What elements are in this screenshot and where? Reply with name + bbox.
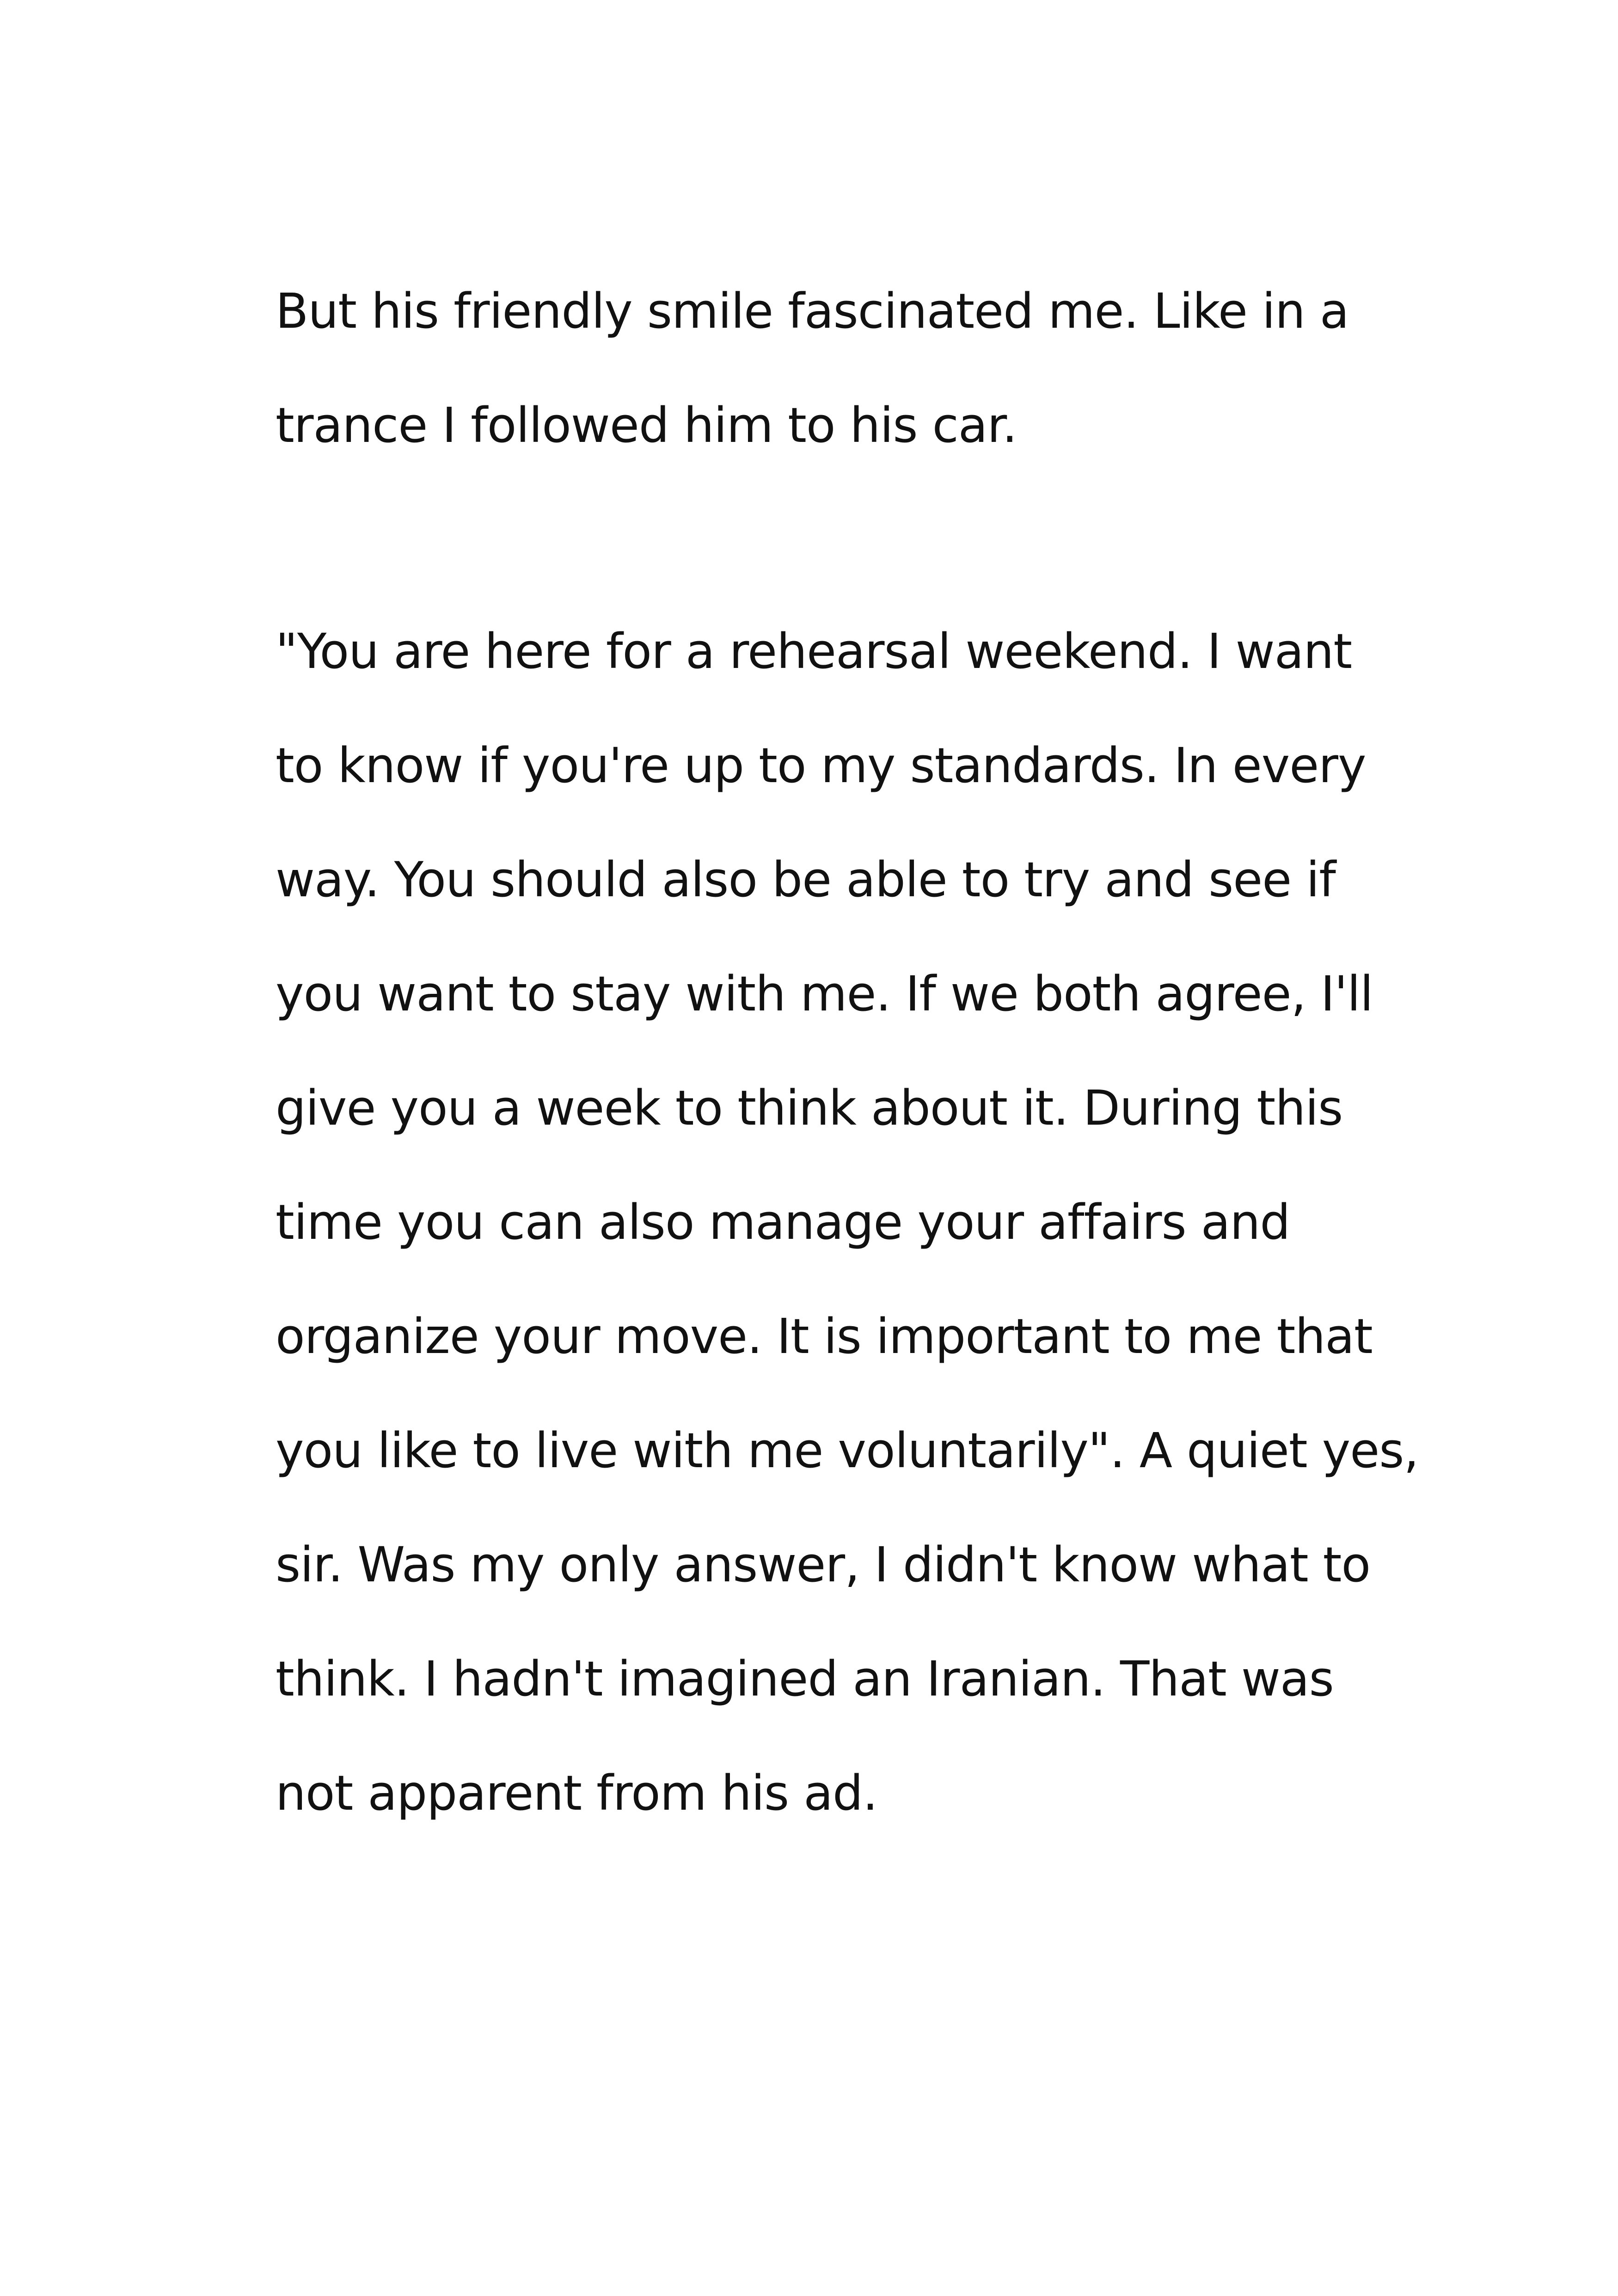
text-line: "You are here for a rehearsal weekend. I want — [276, 623, 1352, 680]
text-line: think. I hadn't imagined an Iranian. That was — [276, 1651, 1334, 1707]
text-line: sir. Was my only answer, I didn't know what to — [276, 1537, 1371, 1593]
text-line: way. You should also be able to try and see if — [276, 851, 1336, 908]
text-line: trance I followed him to his car. — [276, 397, 1017, 453]
text-line: give you a week to think about it. During this — [276, 1080, 1343, 1136]
paragraph — [276, 276, 1349, 505]
text-line: not apparent from his ad. — [276, 1765, 878, 1821]
text-line: you like to live with me voluntarily". A quiet yes, — [276, 1422, 1419, 1479]
text-line: organize your move. It is important to me that — [276, 1308, 1373, 1365]
text-line: to know if you're up to my standards. In every — [276, 737, 1366, 794]
text-line: you want to stay with me. If we both agree, I'll — [276, 966, 1373, 1022]
paragraph — [276, 617, 1418, 1873]
text-line: time you can also manage your affairs and — [276, 1194, 1290, 1250]
text-line: But his friendly smile fascinated me. Like in a — [276, 283, 1349, 339]
